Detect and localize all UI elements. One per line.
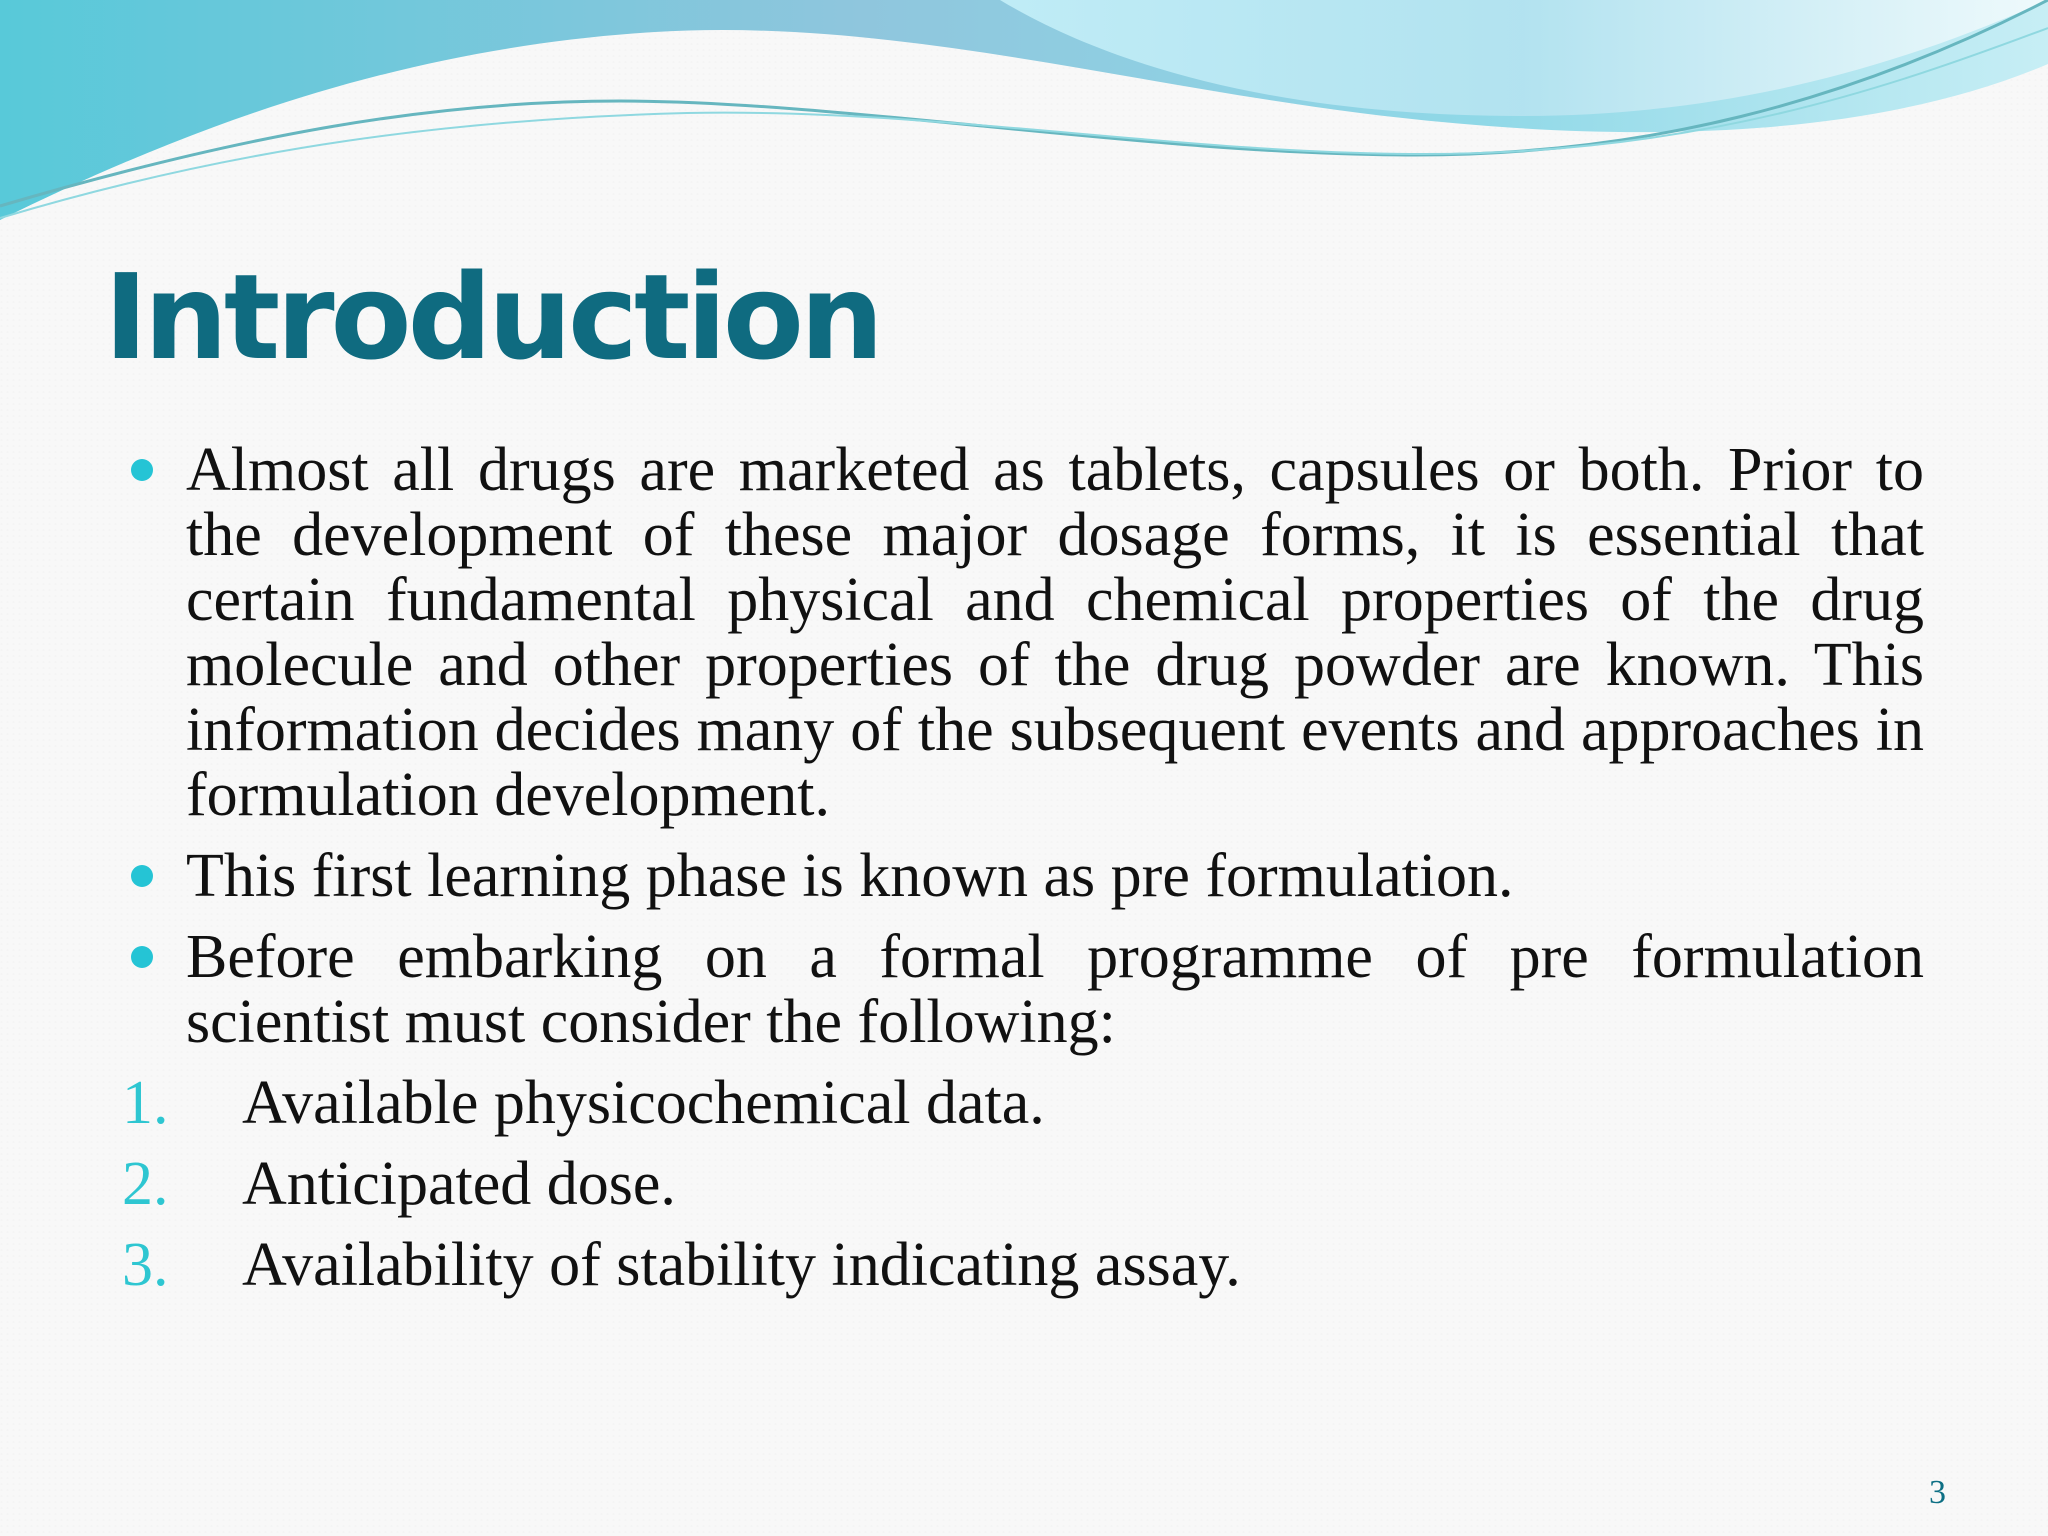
bullet-item (122, 844, 1924, 909)
item-text: Availability of stability indicating assay. (242, 1231, 1241, 1299)
slide-title: Introduction (104, 248, 880, 386)
bullet-item (122, 925, 1924, 1055)
bullet-dot-icon (131, 459, 153, 481)
bullet-dot-icon (131, 946, 153, 968)
bullet-text: This first learning phase is known as pre formulation. (186, 842, 1514, 910)
numbered-item (122, 1233, 1924, 1298)
item-number: 2. (122, 1150, 169, 1218)
numbered-item (122, 1071, 1924, 1136)
bullet-dot-icon (131, 865, 153, 887)
bullet-text: Before embarking on a formal programme of pre formulation scientist must consider the following: (186, 923, 1924, 1056)
item-text: Anticipated dose. (242, 1150, 676, 1218)
item-number: 3. (122, 1231, 169, 1299)
bullet-item (122, 438, 1924, 828)
decorative-top-wave (0, 0, 2048, 240)
numbered-item (122, 1152, 1924, 1217)
item-text: Available physicochemical data. (242, 1069, 1045, 1137)
slide-body (122, 438, 1924, 1314)
page-number: 3 (1929, 1474, 1946, 1511)
item-number: 1. (122, 1069, 169, 1137)
bullet-text: Almost all drugs are marketed as tablets, capsules or both. Prior to the development of these major dosage forms, it is essential that certain fundamental physical and chemical properties of the drug molecule and other properties of the drug powder are known. This information decides many of the subsequent events and approaches in formulation development. (186, 436, 1924, 829)
